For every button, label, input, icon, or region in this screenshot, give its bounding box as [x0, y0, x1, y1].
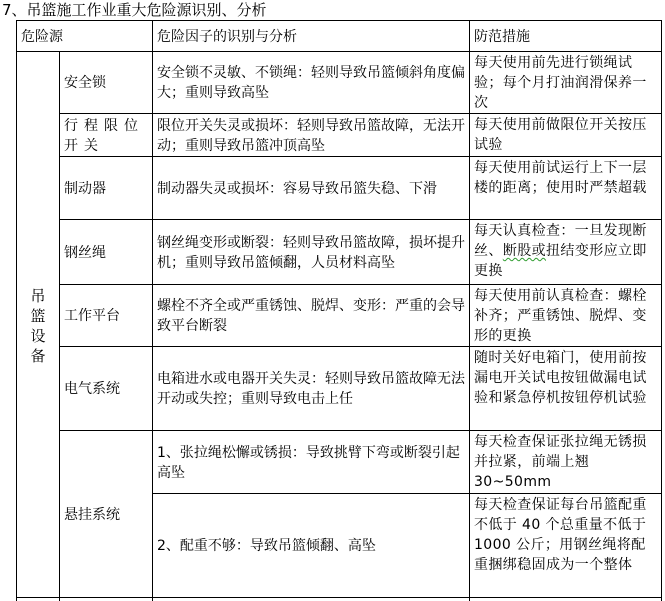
- component-cell: 悬挂系统: [64, 506, 120, 523]
- spellcheck-squiggle: 断股或: [502, 243, 547, 259]
- table-border-right: [661, 20, 662, 601]
- component-cell: 制动器: [64, 180, 106, 197]
- measure-cell: 每天使用前认真检查：螺栓补齐；严重锈蚀、脱焊、变形的更换: [474, 288, 647, 344]
- component-cell: 工作平台: [64, 308, 120, 324]
- analysis-cell: 电箱进水或电器开关失灵：轻则导致吊篮故障无法开动或失控；重则导致电击上任: [157, 371, 465, 407]
- component-cell: 钢丝绳: [64, 244, 106, 261]
- measure-cell: 每天认真检查：一旦发现断丝、断股或扭结变形应立即更换: [474, 223, 647, 279]
- measure-cell: 每天使用前做限位开关按压试验: [474, 117, 647, 153]
- analysis-cell: 制动器失灵或损坏：容易导致吊篮失稳、下滑: [157, 180, 437, 197]
- category-label: 吊 篮 设 备: [30, 287, 46, 365]
- component-cell: 安全锁: [64, 75, 106, 91]
- analysis-cell: 限位开关失灵或损坏：轻则导致吊篮故障，无法开动；重则导致吊篮冲顶高坠: [157, 117, 465, 154]
- table-border-bottom: [16, 597, 662, 598]
- measure-cell: 随时关好电箱门，使用前按漏电开关试电按钮做漏电试验和紧急停机按钮停机试验: [474, 350, 647, 406]
- measure-cell: 每天使用前先进行锁绳试验；每个月打油润滑保养一次: [474, 55, 647, 111]
- header-factor-analysis: 危险因子的识别与分析: [157, 28, 297, 45]
- measure-cell: 每天使用前试运行上下一层楼的距离；使用时严禁超载: [474, 160, 647, 196]
- analysis-cell: 钢丝绳变形或断裂：轻则导致吊篮故障，损坏提升机；重则导致吊篮倾翻，人员材料高坠: [157, 234, 465, 271]
- analysis-cell: 螺栓不齐全或严重锈蚀、脱焊、变形：严重的会导致平台断裂: [157, 298, 465, 334]
- component-cell: 电气系统: [64, 381, 120, 397]
- analysis-cell: 安全锁不灵敏、不锁绳：轻则导致吊篮倾斜角度偏大；重则导致高坠: [157, 65, 465, 101]
- analysis-cell: 2、配重不够：导致吊篮倾翻、高坠: [157, 538, 376, 554]
- header-preventive-measures: 防范措施: [474, 28, 530, 45]
- table-border-left: [16, 20, 17, 601]
- document-title: 7、吊篮施工作业重大危险源识别、分析: [2, 1, 267, 19]
- component-cell: 行程限位开关: [64, 117, 144, 154]
- measure-cell: 每天检查保证张拉绳无锈损并拉紧，前端上翘30~50mm: [474, 434, 647, 490]
- header-hazard-source: 危险源: [21, 28, 63, 45]
- analysis-cell: 1、张拉绳松懈或锈损：导致挑臂下弯或断裂引起高坠: [157, 444, 460, 481]
- measure-cell: 每天检查保证每台吊篮配重不低于 40 个总重量不低于 1000 公斤；用钢丝绳将配重捆绑稳固成为一个整体: [474, 497, 647, 573]
